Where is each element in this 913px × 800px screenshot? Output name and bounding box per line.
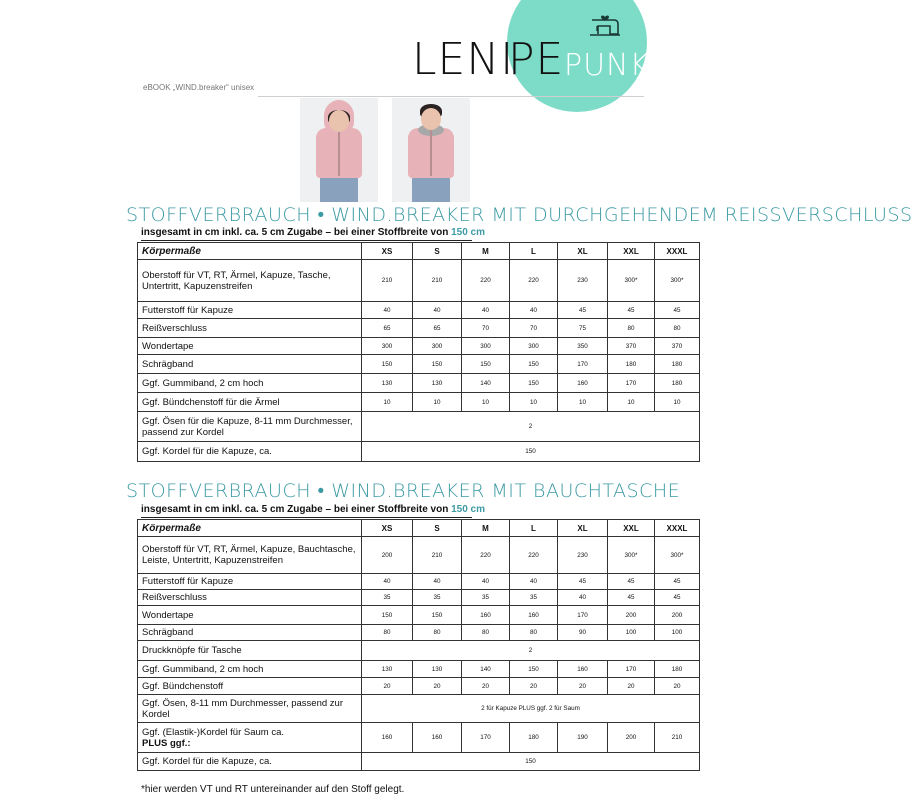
table-row (138, 753, 700, 771)
value-cell: 80 (413, 625, 462, 641)
value-cell: 230 (558, 537, 608, 574)
table-row (138, 355, 700, 374)
value-cell: 150 (362, 606, 413, 625)
value-cell: 130 (362, 374, 413, 393)
value-cell: 40 (413, 302, 462, 319)
value-cell: 100 (608, 625, 655, 641)
value-cell: 20 (462, 678, 510, 695)
value-cell: 150 (362, 355, 413, 374)
value-cell: 40 (510, 302, 558, 319)
value-cell: 160 (558, 661, 608, 678)
value-cell: 40 (558, 590, 608, 606)
size-header-cell: XXL (608, 243, 655, 260)
table-row (138, 302, 700, 319)
row-label-cell: Ggf. Bündchenstoff (138, 678, 362, 695)
size-header-cell: L (510, 243, 558, 260)
value-cell: 370 (608, 338, 655, 355)
row-label-cell: Oberstoff für VT, RT, Ärmel, Kapuze, Bauchtasche, Leiste, Untertritt, Kapuzenstreifen (138, 537, 362, 574)
value-cell: 75 (558, 319, 608, 338)
table-row (138, 374, 700, 393)
table-row (138, 442, 700, 462)
table-row (138, 723, 700, 753)
row-label-cell: Schrägband (138, 355, 362, 374)
value-cell: 80 (608, 319, 655, 338)
value-cell: 220 (462, 537, 510, 574)
value-cell: 200 (362, 537, 413, 574)
value-cell: 170 (608, 374, 655, 393)
value-cell: 40 (462, 574, 510, 590)
size-header-cell: XXL (608, 520, 655, 537)
value-cell: 150 (462, 355, 510, 374)
row-label-cell: Ggf. (Elastik-)Kordel für Saum ca. PLUS ggf.: (138, 723, 362, 753)
merged-value-cell: 2 für Kapuze PLUS ggf. 2 für Saum (362, 695, 700, 723)
table-header-row (138, 243, 700, 260)
value-cell: 20 (655, 678, 700, 695)
value-cell: 65 (362, 319, 413, 338)
value-cell: 300* (608, 260, 655, 302)
header-label-cell: Körpermaße (138, 243, 362, 260)
table-row (138, 606, 700, 625)
value-cell: 180 (655, 355, 700, 374)
value-cell: 80 (510, 625, 558, 641)
row-label-cell: Druckknöpfe für Tasche (138, 641, 362, 661)
value-cell: 10 (608, 393, 655, 412)
row-label-cell: Futterstoff für Kapuze (138, 574, 362, 590)
row-label-cell: Ggf. Kordel für die Kapuze, ca. (138, 753, 362, 771)
value-cell: 190 (558, 723, 608, 753)
value-cell: 35 (510, 590, 558, 606)
table-row (138, 393, 700, 412)
section-subtitle-full-zip: insgesamt in cm inkl. ca. 5 cm Zugabe – bei einer Stoffbreite von 150 cm (141, 227, 486, 238)
value-cell: 180 (608, 355, 655, 374)
row-label-cell: Ggf. Gummiband, 2 cm hoch (138, 374, 362, 393)
size-header-cell: XL (558, 520, 608, 537)
value-cell: 210 (413, 260, 462, 302)
value-cell: 200 (608, 606, 655, 625)
value-cell: 40 (362, 574, 413, 590)
value-cell: 170 (608, 661, 655, 678)
table-row (138, 625, 700, 641)
value-cell: 210 (362, 260, 413, 302)
fabric-table-full-zip (137, 242, 700, 462)
value-cell: 180 (655, 374, 700, 393)
value-cell: 80 (462, 625, 510, 641)
value-cell: 160 (362, 723, 413, 753)
merged-value-cell: 2 (362, 641, 700, 661)
product-photo-hood-down (392, 98, 470, 202)
value-cell: 40 (510, 574, 558, 590)
size-header-cell: S (413, 243, 462, 260)
value-cell: 300* (655, 260, 700, 302)
value-cell: 20 (413, 678, 462, 695)
value-cell: 300* (608, 537, 655, 574)
value-cell: 160 (413, 723, 462, 753)
value-cell: 220 (510, 537, 558, 574)
value-cell: 160 (510, 606, 558, 625)
merged-value-cell: 150 (362, 442, 700, 462)
value-cell: 35 (462, 590, 510, 606)
subtitle-underline (141, 240, 472, 241)
value-cell: 90 (558, 625, 608, 641)
table-row (138, 590, 700, 606)
value-cell: 35 (413, 590, 462, 606)
fabric-table-belly-pocket (137, 519, 700, 771)
size-header-cell: L (510, 520, 558, 537)
size-header-cell: M (462, 520, 510, 537)
value-cell: 180 (655, 661, 700, 678)
size-header-cell: XXXL (655, 520, 700, 537)
value-cell: 45 (608, 590, 655, 606)
value-cell: 65 (413, 319, 462, 338)
value-cell: 300 (510, 338, 558, 355)
row-label-cell: Schrägband (138, 625, 362, 641)
value-cell: 230 (558, 260, 608, 302)
value-cell: 130 (413, 661, 462, 678)
value-cell: 100 (655, 625, 700, 641)
value-cell: 70 (510, 319, 558, 338)
brand-punkt-text: PUNKT. (564, 48, 675, 83)
value-cell: 40 (462, 302, 510, 319)
row-label-cell: Ggf. Ösen, 8-11 mm Durchmesser, passend zur Kordel (138, 695, 362, 723)
size-header-cell: XL (558, 243, 608, 260)
value-cell: 20 (608, 678, 655, 695)
table-row (138, 260, 700, 302)
table-row (138, 574, 700, 590)
row-label-cell: Ggf. Ösen für die Kapuze, 8-11 mm Durchmesser, passend zur Kordel (138, 412, 362, 442)
value-cell: 20 (510, 678, 558, 695)
size-header-cell: M (462, 243, 510, 260)
value-cell: 170 (462, 723, 510, 753)
row-label-cell: Ggf. Kordel für die Kapuze, ca. (138, 442, 362, 462)
size-header-cell: XS (362, 243, 413, 260)
section-title-belly-pocket: STOFFVERBRAUCH • WIND.BREAKER MIT BAUCHTASCHE (126, 480, 681, 502)
table-row (138, 338, 700, 355)
value-cell: 140 (462, 374, 510, 393)
value-cell: 160 (462, 606, 510, 625)
value-cell: 10 (510, 393, 558, 412)
value-cell: 140 (462, 661, 510, 678)
row-label-cell: Ggf. Gummiband, 2 cm hoch (138, 661, 362, 678)
value-cell: 35 (362, 590, 413, 606)
size-header-cell: XXXL (655, 243, 700, 260)
table-row (138, 695, 700, 723)
header-label-cell: Körpermaße (138, 520, 362, 537)
value-cell: 70 (462, 319, 510, 338)
row-label-cell: Ggf. Bündchenstoff für die Ärmel (138, 393, 362, 412)
value-cell: 40 (362, 302, 413, 319)
table-header-row (138, 520, 700, 537)
brand-pe-text: PE (508, 34, 565, 85)
size-header-cell: S (413, 520, 462, 537)
value-cell: 150 (413, 355, 462, 374)
value-cell: 370 (655, 338, 700, 355)
value-cell: 170 (558, 355, 608, 374)
value-cell: 220 (510, 260, 558, 302)
value-cell: 45 (655, 302, 700, 319)
product-photo-hood-up (300, 98, 378, 202)
value-cell: 350 (558, 338, 608, 355)
value-cell: 200 (608, 723, 655, 753)
merged-value-cell: 150 (362, 753, 700, 771)
value-cell: 10 (362, 393, 413, 412)
value-cell: 10 (558, 393, 608, 412)
value-cell: 150 (510, 661, 558, 678)
table-row (138, 537, 700, 574)
table-row (138, 678, 700, 695)
value-cell: 20 (362, 678, 413, 695)
row-label-cell: Oberstoff für VT, RT, Ärmel, Kapuze, Tasche, Untertritt, Kapuzenstreifen (138, 260, 362, 302)
value-cell: 130 (362, 661, 413, 678)
row-label-cell: Wondertape (138, 338, 362, 355)
value-cell: 300* (655, 537, 700, 574)
value-cell: 200 (655, 606, 700, 625)
value-cell: 300 (413, 338, 462, 355)
value-cell: 45 (558, 574, 608, 590)
value-cell: 220 (462, 260, 510, 302)
value-cell: 170 (558, 606, 608, 625)
value-cell: 80 (655, 319, 700, 338)
value-cell: 300 (362, 338, 413, 355)
value-cell: 10 (462, 393, 510, 412)
row-label-cell: Wondertape (138, 606, 362, 625)
size-header-cell: XS (362, 520, 413, 537)
section-title-full-zip: STOFFVERBRAUCH • WIND.BREAKER MIT DURCHGEHENDEM REISSVERSCHLUSS (126, 204, 913, 226)
value-cell: 10 (655, 393, 700, 412)
value-cell: 45 (655, 574, 700, 590)
value-cell: 10 (413, 393, 462, 412)
brand-leni-text: LENI (412, 34, 515, 85)
table-row (138, 661, 700, 678)
value-cell: 150 (510, 355, 558, 374)
row-label-cell: Reißverschluss (138, 319, 362, 338)
table-row (138, 412, 700, 442)
table-row (138, 319, 700, 338)
value-cell: 20 (558, 678, 608, 695)
value-cell: 45 (655, 590, 700, 606)
sewing-machine-icon (588, 14, 622, 40)
value-cell: 150 (510, 374, 558, 393)
subtitle-underline (141, 517, 472, 518)
merged-value-cell: 2 (362, 412, 700, 442)
brand-logo (412, 12, 675, 102)
value-cell: 130 (413, 374, 462, 393)
value-cell: 45 (608, 574, 655, 590)
value-cell: 45 (608, 302, 655, 319)
value-cell: 210 (655, 723, 700, 753)
header-divider (258, 96, 644, 97)
value-cell: 180 (510, 723, 558, 753)
footnote: *hier werden VT und RT untereinander auf den Stoff gelegt. (141, 784, 405, 795)
value-cell: 210 (413, 537, 462, 574)
section-subtitle-belly-pocket: insgesamt in cm inkl. ca. 5 cm Zugabe – bei einer Stoffbreite von 150 cm (141, 504, 486, 515)
row-label-cell: Reißverschluss (138, 590, 362, 606)
value-cell: 160 (558, 374, 608, 393)
value-cell: 40 (413, 574, 462, 590)
row-label-cell: Futterstoff für Kapuze (138, 302, 362, 319)
value-cell: 45 (558, 302, 608, 319)
value-cell: 80 (362, 625, 413, 641)
value-cell: 150 (413, 606, 462, 625)
table-row (138, 641, 700, 661)
value-cell: 300 (462, 338, 510, 355)
ebook-label: eBOOK „WIND.breaker“ unisex (143, 83, 255, 92)
